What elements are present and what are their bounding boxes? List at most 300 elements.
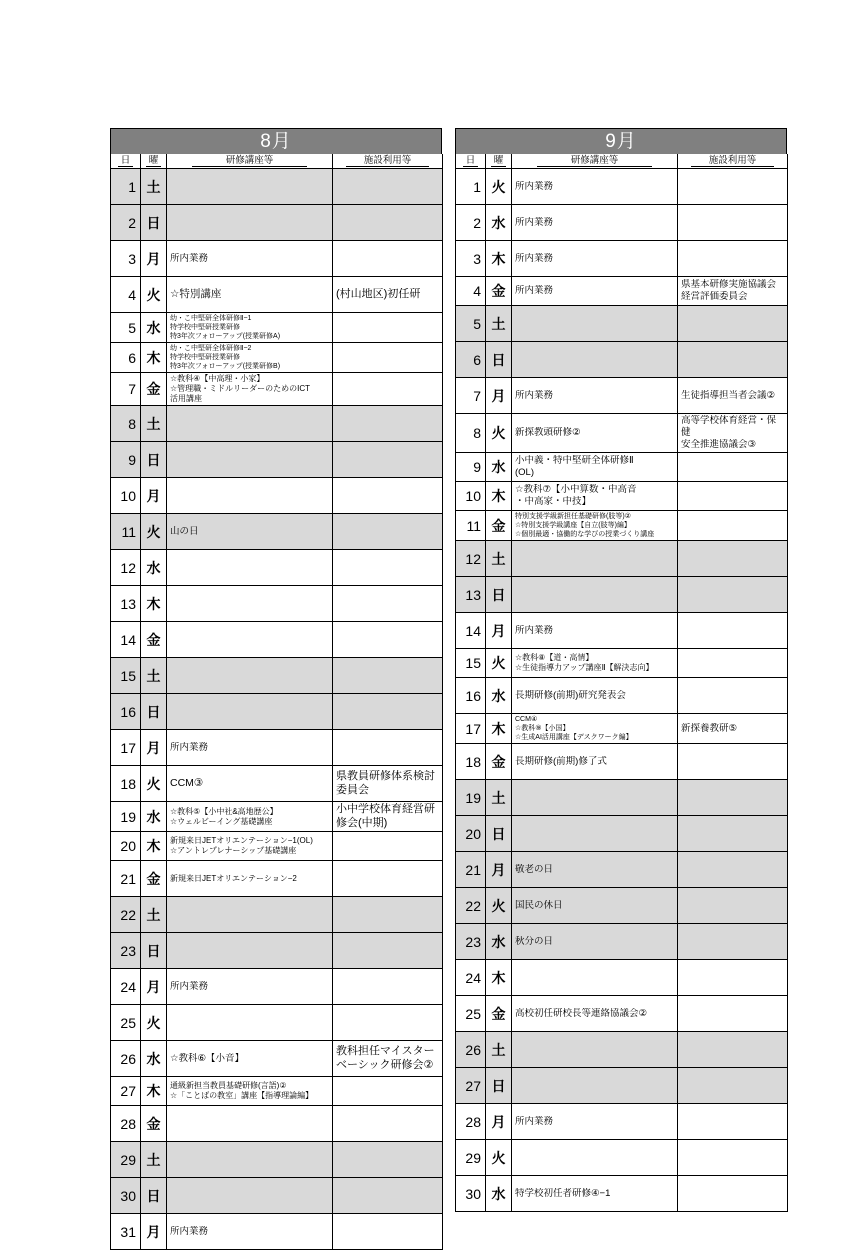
cell-weekday: 日 — [141, 442, 167, 478]
cell-day-number: 15 — [111, 658, 141, 694]
event-text: 通級新担当教員基礎研修(言語)② — [170, 1081, 287, 1090]
schedule-row — [111, 694, 443, 730]
cell-day-number: 29 — [456, 1140, 486, 1176]
cell-courses — [512, 541, 678, 577]
cell-weekday: 金 — [486, 744, 512, 780]
schedule-row — [456, 511, 788, 541]
cell-weekday: 日 — [486, 1068, 512, 1104]
event-text: 所内業務 — [170, 741, 209, 753]
cell-facility — [678, 241, 788, 277]
cell-day-number: 28 — [456, 1104, 486, 1140]
event-text: CCM③ — [170, 777, 204, 789]
cell-facility — [678, 816, 788, 852]
schedule-row — [111, 1077, 443, 1106]
cell-courses — [512, 780, 678, 816]
schedule-row — [456, 453, 788, 482]
schedule-row — [456, 649, 788, 678]
cell-facility — [678, 780, 788, 816]
column-header-day: 日 — [456, 154, 486, 169]
cell-weekday: 火 — [141, 277, 167, 313]
cell-weekday: 火 — [486, 414, 512, 453]
schedule-row — [456, 241, 788, 277]
column-header-facility: 施設利用等 — [678, 154, 788, 169]
cell-courses — [512, 649, 678, 678]
event-text: ☆「ことばの教室」講座【指導理論編】 — [170, 1091, 314, 1100]
cell-day-number: 27 — [111, 1077, 141, 1106]
table-header-august — [111, 154, 443, 169]
cell-facility — [678, 205, 788, 241]
cell-day-number: 25 — [111, 1005, 141, 1041]
schedule-row — [456, 1068, 788, 1104]
cell-day-number: 9 — [111, 442, 141, 478]
cell-weekday: 木 — [486, 482, 512, 511]
cell-courses — [167, 442, 333, 478]
cell-day-number: 21 — [111, 861, 141, 897]
cell-courses — [167, 1005, 333, 1041]
cell-day-number: 20 — [456, 816, 486, 852]
schedule-row — [111, 1214, 443, 1250]
schedule-row — [456, 714, 788, 744]
cell-weekday: 火 — [486, 1140, 512, 1176]
cell-weekday: 水 — [486, 924, 512, 960]
cell-weekday: 月 — [141, 478, 167, 514]
event-text: 特学校中堅研授業研修 — [170, 354, 240, 361]
cell-weekday: 木 — [141, 832, 167, 861]
cell-day-number: 1 — [111, 169, 141, 205]
schedule-table-august — [110, 154, 443, 1250]
cell-courses — [167, 766, 333, 802]
cell-facility — [333, 373, 443, 406]
cell-weekday: 木 — [486, 714, 512, 744]
event-text: ☆管理職・ミドルリーダーのためのICT — [170, 384, 311, 393]
table-header-september — [456, 154, 788, 169]
cell-courses — [167, 406, 333, 442]
month-calendar-august — [110, 128, 442, 1250]
cell-facility — [678, 541, 788, 577]
cell-weekday: 月 — [141, 730, 167, 766]
cell-facility — [333, 1178, 443, 1214]
event-text: 安全推進協議会③ — [681, 439, 757, 450]
cell-facility — [333, 766, 443, 802]
cell-weekday: 月 — [486, 1104, 512, 1140]
cell-day-number: 4 — [456, 277, 486, 306]
cell-day-number: 25 — [456, 996, 486, 1032]
cell-facility — [678, 453, 788, 482]
cell-facility — [333, 1005, 443, 1041]
cell-facility — [678, 1068, 788, 1104]
cell-courses — [167, 241, 333, 277]
cell-courses — [512, 816, 678, 852]
schedule-row — [456, 613, 788, 649]
cell-courses — [167, 514, 333, 550]
schedule-row — [111, 514, 443, 550]
cell-courses — [167, 343, 333, 373]
cell-courses — [167, 1041, 333, 1077]
cell-facility — [333, 933, 443, 969]
cell-facility — [333, 514, 443, 550]
cell-courses — [512, 205, 678, 241]
schedule-row — [111, 205, 443, 241]
cell-courses — [512, 1032, 678, 1068]
cell-weekday: 日 — [141, 933, 167, 969]
cell-weekday: 金 — [486, 996, 512, 1032]
cell-day-number: 12 — [456, 541, 486, 577]
schedule-row — [456, 924, 788, 960]
cell-weekday: 水 — [486, 1176, 512, 1212]
event-text: 長期研修(前期)修了式 — [515, 755, 607, 767]
cell-day-number: 12 — [111, 550, 141, 586]
cell-day-number: 14 — [111, 622, 141, 658]
cell-facility — [333, 406, 443, 442]
cell-facility — [678, 482, 788, 511]
event-text: ☆教科⑥【小音】 — [170, 1052, 245, 1064]
cell-weekday: 土 — [141, 658, 167, 694]
cell-facility — [333, 694, 443, 730]
cell-weekday: 日 — [486, 342, 512, 378]
cell-day-number: 16 — [111, 694, 141, 730]
schedule-row — [111, 586, 443, 622]
cell-day-number: 26 — [111, 1041, 141, 1077]
cell-facility — [678, 888, 788, 924]
cell-day-number: 5 — [456, 306, 486, 342]
cell-facility — [333, 277, 443, 313]
cell-courses — [512, 414, 678, 453]
cell-courses — [512, 277, 678, 306]
cell-facility — [333, 832, 443, 861]
schedule-row — [456, 780, 788, 816]
cell-facility — [333, 313, 443, 343]
schedule-row — [111, 1041, 443, 1077]
cell-courses — [167, 832, 333, 861]
cell-day-number: 27 — [456, 1068, 486, 1104]
cell-weekday: 金 — [141, 1106, 167, 1142]
event-text: 高等学校体育経営・保健 — [681, 415, 777, 438]
cell-courses — [512, 924, 678, 960]
event-text: 生徒指導担当者会議② — [681, 389, 776, 401]
cell-courses — [167, 1214, 333, 1250]
event-text: 所内業務 — [515, 1115, 554, 1127]
cell-weekday: 水 — [141, 550, 167, 586]
cell-courses — [512, 613, 678, 649]
cell-facility — [678, 169, 788, 205]
event-text: 特別支援学級新担任基礎研修(肢等)② — [515, 513, 631, 520]
cell-weekday: 金 — [141, 622, 167, 658]
cell-facility — [333, 343, 443, 373]
schedule-row — [111, 478, 443, 514]
schedule-row — [111, 1178, 443, 1214]
cell-weekday: 水 — [486, 453, 512, 482]
schedule-row — [111, 550, 443, 586]
cell-day-number: 13 — [456, 577, 486, 613]
table-body-august — [111, 169, 443, 1250]
cell-weekday: 火 — [141, 766, 167, 802]
schedule-row — [111, 241, 443, 277]
column-header-dow: 曜 — [141, 154, 167, 169]
event-text: ☆特別支援学級講座【自立(肢等)編】 — [515, 522, 631, 529]
cell-weekday: 月 — [141, 969, 167, 1005]
cell-facility — [678, 378, 788, 414]
event-text: 小中義・特中堅研全体研修Ⅱ — [515, 455, 634, 466]
cell-day-number: 5 — [111, 313, 141, 343]
cell-courses — [167, 802, 333, 832]
cell-courses — [167, 1142, 333, 1178]
schedule-row — [111, 1106, 443, 1142]
cell-weekday: 土 — [141, 169, 167, 205]
cell-day-number: 26 — [456, 1032, 486, 1068]
cell-facility — [333, 1041, 443, 1077]
event-text: 国民の休日 — [515, 899, 563, 911]
cell-weekday: 土 — [486, 306, 512, 342]
cell-weekday: 月 — [486, 613, 512, 649]
cell-facility — [333, 861, 443, 897]
event-text: 所内業務 — [170, 980, 209, 992]
cell-facility — [333, 478, 443, 514]
cell-facility — [678, 277, 788, 306]
cell-courses — [167, 694, 333, 730]
cell-facility — [678, 511, 788, 541]
cell-facility — [333, 442, 443, 478]
event-text: 県教員研修体系検討委員会 — [336, 770, 435, 796]
cell-facility — [333, 241, 443, 277]
cell-weekday: 月 — [486, 852, 512, 888]
event-text: 所内業務 — [170, 252, 209, 264]
cell-courses — [167, 933, 333, 969]
cell-facility — [678, 960, 788, 996]
cell-weekday: 金 — [486, 511, 512, 541]
event-text: 経営評価委員会 — [681, 291, 748, 302]
cell-day-number: 4 — [111, 277, 141, 313]
cell-day-number: 2 — [456, 205, 486, 241]
event-text: 新探養教研⑤ — [681, 722, 738, 734]
cell-facility — [678, 852, 788, 888]
cell-courses — [167, 969, 333, 1005]
cell-day-number: 23 — [111, 933, 141, 969]
schedule-row — [111, 343, 443, 373]
schedule-row — [111, 658, 443, 694]
cell-day-number: 13 — [111, 586, 141, 622]
cell-courses — [167, 169, 333, 205]
cell-day-number: 19 — [456, 780, 486, 816]
cell-facility — [333, 169, 443, 205]
cell-courses — [167, 586, 333, 622]
event-text: 小中学校体育経営研修会(中期) — [336, 803, 435, 829]
cell-facility — [678, 577, 788, 613]
cell-courses — [167, 313, 333, 343]
cell-weekday: 木 — [141, 1077, 167, 1106]
cell-weekday: 月 — [486, 378, 512, 414]
cell-weekday: 月 — [141, 241, 167, 277]
cell-weekday: 月 — [141, 1214, 167, 1250]
schedule-row — [456, 1140, 788, 1176]
event-text: 特学校中堅研授業研修 — [170, 324, 240, 331]
event-text: 活用講座 — [170, 394, 202, 403]
cell-facility — [333, 622, 443, 658]
cell-facility — [333, 658, 443, 694]
cell-courses — [167, 1077, 333, 1106]
cell-courses — [167, 277, 333, 313]
cell-day-number: 17 — [456, 714, 486, 744]
cell-weekday: 日 — [486, 816, 512, 852]
cell-day-number: 9 — [456, 453, 486, 482]
cell-day-number: 16 — [456, 678, 486, 714]
event-text: 秋分の日 — [515, 935, 554, 947]
cell-day-number: 8 — [111, 406, 141, 442]
schedule-row — [456, 205, 788, 241]
cell-day-number: 21 — [456, 852, 486, 888]
cell-facility — [678, 744, 788, 780]
event-text: 所内業務 — [515, 180, 554, 192]
cell-facility — [333, 550, 443, 586]
cell-courses — [512, 241, 678, 277]
schedule-row — [111, 313, 443, 343]
schedule-row — [111, 1142, 443, 1178]
cell-facility — [678, 613, 788, 649]
cell-weekday: 土 — [141, 897, 167, 933]
event-text: CCM④ — [515, 716, 538, 723]
cell-courses — [167, 1178, 333, 1214]
cell-weekday: 火 — [141, 1005, 167, 1041]
cell-courses — [167, 730, 333, 766]
schedule-row — [111, 1005, 443, 1041]
event-text: ☆生徒指導力アップ講座Ⅱ【解決志向】 — [515, 663, 654, 672]
schedule-row — [456, 306, 788, 342]
cell-courses — [167, 897, 333, 933]
cell-weekday: 火 — [486, 888, 512, 924]
cell-courses — [512, 169, 678, 205]
cell-facility — [678, 1140, 788, 1176]
event-text: ☆アントレプレナーシップ基礎講座 — [170, 846, 297, 855]
schedule-row — [456, 996, 788, 1032]
schedule-row — [456, 852, 788, 888]
schedule-row — [111, 969, 443, 1005]
cell-facility — [678, 678, 788, 714]
schedule-row — [456, 482, 788, 511]
cell-courses — [512, 714, 678, 744]
cell-courses — [512, 744, 678, 780]
cell-courses — [512, 342, 678, 378]
cell-facility — [678, 342, 788, 378]
cell-day-number: 28 — [111, 1106, 141, 1142]
cell-courses — [167, 373, 333, 406]
cell-courses — [512, 511, 678, 541]
schedule-row — [111, 277, 443, 313]
event-text: (OL) — [515, 467, 534, 478]
event-text: ・中高家・中技】 — [515, 496, 592, 507]
cell-facility — [333, 1077, 443, 1106]
cell-courses — [512, 306, 678, 342]
column-header-courses: 研修講座等 — [167, 154, 333, 169]
schedule-row — [456, 169, 788, 205]
event-text: ☆生成AI活用講座【デスクワーク編】 — [515, 734, 633, 741]
cell-weekday: 金 — [486, 277, 512, 306]
schedule-row — [456, 414, 788, 453]
event-text: ☆教科⑤【小中社&高地歴公】 — [170, 806, 278, 816]
cell-courses — [512, 1068, 678, 1104]
schedule-table-september — [455, 154, 788, 1212]
event-text: 幼・こ中堅研全体研修Ⅱ−2 — [170, 345, 252, 352]
cell-day-number: 10 — [111, 478, 141, 514]
cell-courses — [167, 658, 333, 694]
schedule-row — [456, 577, 788, 613]
cell-weekday: 日 — [141, 1178, 167, 1214]
cell-courses — [512, 378, 678, 414]
schedule-row — [111, 802, 443, 832]
cell-facility — [333, 897, 443, 933]
cell-day-number: 24 — [456, 960, 486, 996]
cell-courses — [167, 622, 333, 658]
cell-day-number: 6 — [456, 342, 486, 378]
cell-weekday: 土 — [141, 1142, 167, 1178]
cell-facility — [333, 1106, 443, 1142]
cell-courses — [512, 678, 678, 714]
cell-day-number: 29 — [111, 1142, 141, 1178]
cell-courses — [167, 205, 333, 241]
column-header-day: 日 — [111, 154, 141, 169]
cell-day-number: 3 — [456, 241, 486, 277]
schedule-row — [456, 378, 788, 414]
event-text: 高校初任研校長等連絡協議会② — [515, 1007, 648, 1019]
cell-facility — [678, 1176, 788, 1212]
schedule-row — [456, 541, 788, 577]
cell-day-number: 31 — [111, 1214, 141, 1250]
schedule-row — [111, 832, 443, 861]
cell-weekday: 日 — [141, 694, 167, 730]
cell-facility — [333, 586, 443, 622]
event-text: ☆教科④【中高理・小家】 — [170, 374, 265, 383]
schedule-row — [111, 897, 443, 933]
event-text: 新規来日JETオリエンテーション−1(OL) — [170, 836, 313, 845]
cell-courses — [512, 888, 678, 924]
event-text: 教科担任マイスターベーシック研修会② — [336, 1045, 435, 1071]
event-text: 特3年次フォローアップ(授業研修B) — [170, 363, 281, 370]
cell-day-number: 6 — [111, 343, 141, 373]
column-header-facility: 施設利用等 — [333, 154, 443, 169]
cell-courses — [512, 453, 678, 482]
event-text: 所内業務 — [515, 252, 554, 264]
cell-courses — [167, 861, 333, 897]
cell-courses — [512, 996, 678, 1032]
event-text: 新探教頭研修② — [515, 427, 581, 438]
cell-weekday: 金 — [141, 861, 167, 897]
cell-courses — [512, 960, 678, 996]
schedule-row — [111, 442, 443, 478]
cell-courses — [512, 1104, 678, 1140]
cell-weekday: 水 — [141, 802, 167, 832]
cell-day-number: 15 — [456, 649, 486, 678]
cell-day-number: 18 — [111, 766, 141, 802]
cell-weekday: 日 — [141, 205, 167, 241]
schedule-row — [111, 766, 443, 802]
cell-day-number: 22 — [111, 897, 141, 933]
schedule-row — [456, 678, 788, 714]
event-text: 所内業務 — [170, 1225, 209, 1237]
event-text: 幼・こ中堅研全体研修Ⅱ−1 — [170, 315, 252, 322]
schedule-row — [456, 888, 788, 924]
cell-day-number: 11 — [456, 511, 486, 541]
schedule-row — [456, 744, 788, 780]
event-text: 所内業務 — [515, 624, 554, 636]
cell-day-number: 3 — [111, 241, 141, 277]
schedule-row — [111, 622, 443, 658]
cell-facility — [678, 924, 788, 960]
cell-facility — [678, 1104, 788, 1140]
cell-facility — [678, 714, 788, 744]
month-calendar-september — [455, 128, 787, 1212]
cell-facility — [678, 414, 788, 453]
cell-courses — [167, 478, 333, 514]
cell-day-number: 10 — [456, 482, 486, 511]
cell-courses — [167, 1106, 333, 1142]
